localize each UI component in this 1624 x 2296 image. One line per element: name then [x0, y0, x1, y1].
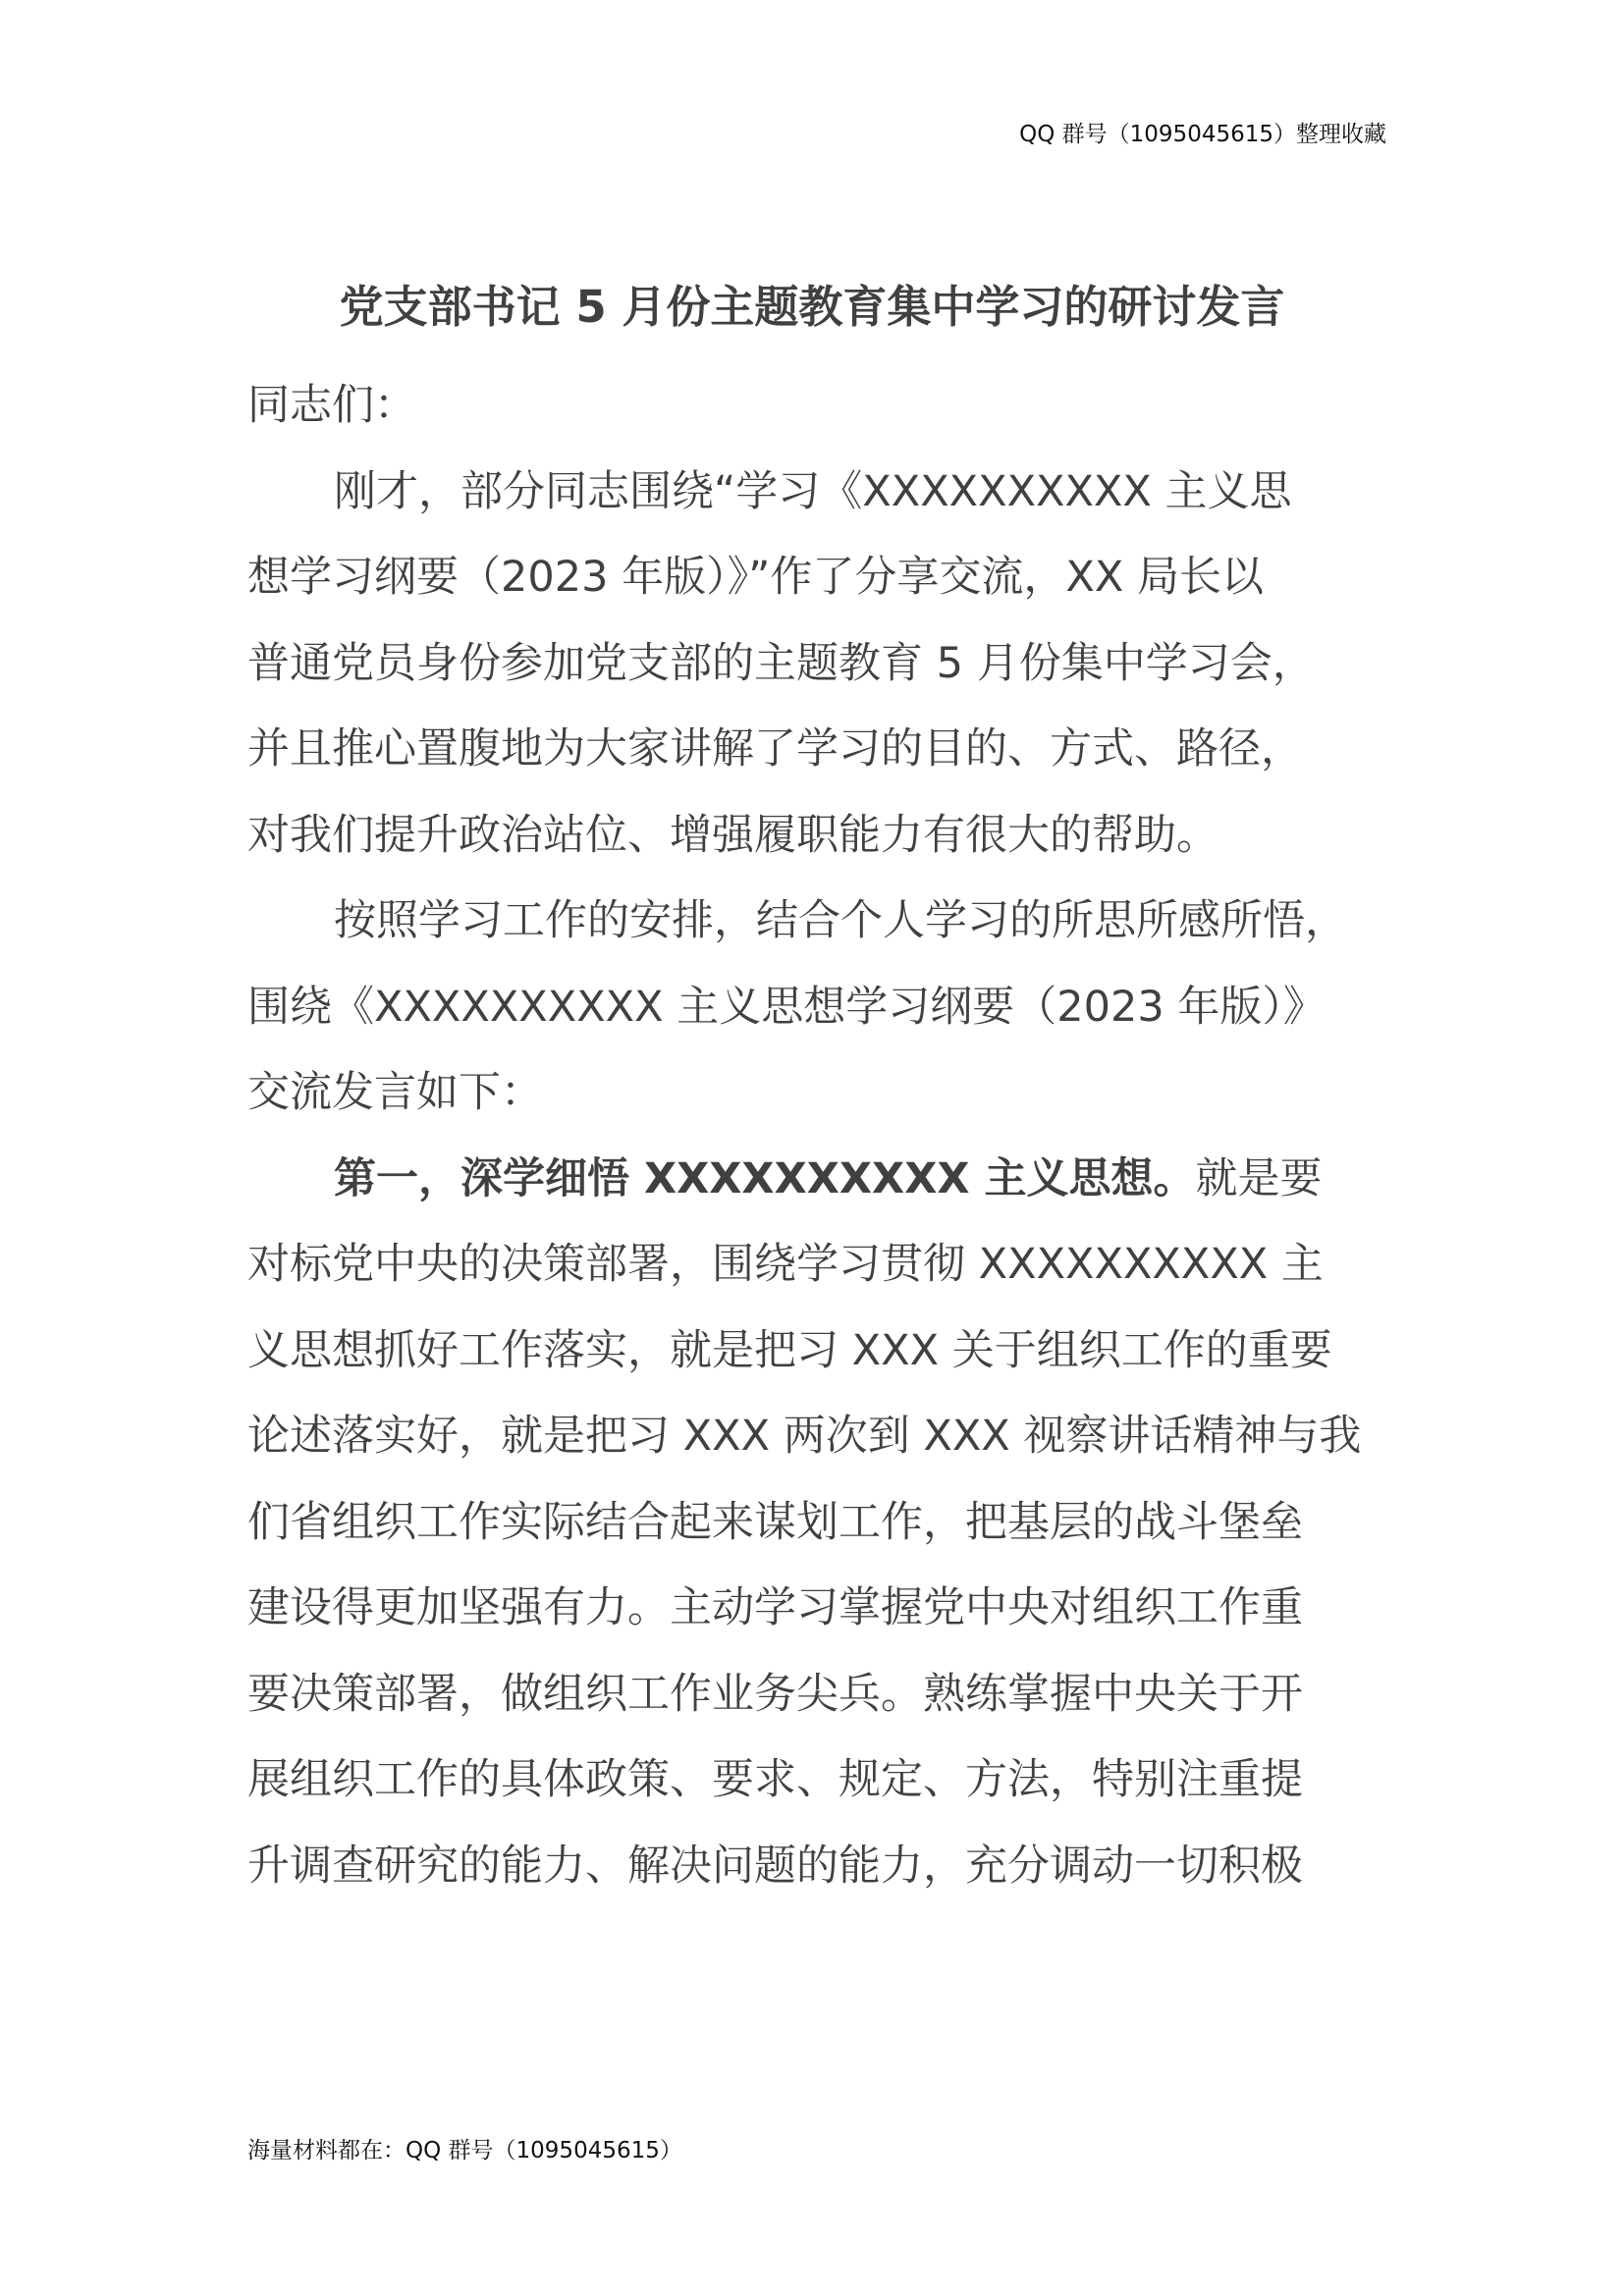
paragraph-line: 要决策部署，做组织工作业务尖兵。熟练掌握中央关于开: [247, 1669, 1303, 1719]
paragraph-line: 建设得更加坚强有力。主动学习掌握党中央对组织工作重: [247, 1583, 1303, 1632]
header-suffix: ）整理收藏: [1273, 122, 1386, 147]
paragraph-line: 并且推心置腹地为大家讲解了学习的目的、方式、路径，: [247, 724, 1303, 774]
paragraph-line: 交流发言如下：: [247, 1068, 543, 1117]
page-footer-watermark: [247, 2132, 682, 2164]
footer-label: 海量材料都在：: [247, 2138, 406, 2163]
section-1-first-line: [247, 1137, 1386, 1223]
header-qq-label: QQ: [1019, 122, 1056, 147]
section-1-text: 就是要: [1195, 1153, 1323, 1203]
footer-group-number: 1095045615: [515, 2138, 660, 2163]
document-title: 党支部书记 5 月份主题教育集中学习的研讨发言: [339, 281, 1285, 333]
paragraph-line: 想学习纲要（2023 年版）》”作了分享交流，XX 局长以: [247, 553, 1264, 602]
header-group-label: 群号（: [1061, 122, 1130, 147]
paragraph-line: 对标党中央的决策部署，围绕学习贯彻 XXXXXXXXXX 主: [247, 1240, 1324, 1289]
greeting: 同志们：: [247, 381, 416, 430]
paragraph-line: 展组织工作的具体政策、要求、规定、方法，特别注重提: [247, 1755, 1303, 1804]
paragraph-line: 们省组织工作实际结合起来谋划工作，把基层的战斗堡垒: [247, 1497, 1303, 1547]
section-1-heading: 第一，深学细悟 XXXXXXXXXX 主义思想。: [334, 1153, 1196, 1203]
paragraph-line: 升调查研究的能力、解决问题的能力，充分调动一切积极: [247, 1841, 1303, 1891]
paragraph-line: 按照学习工作的安排，结合个人学习的所思所感所悟，: [334, 896, 1347, 945]
paragraph-line: 论述落实好，就是把习 XXX 两次到 XXX 视察讲话精神与我: [247, 1412, 1362, 1461]
footer-suffix: ）: [659, 2138, 682, 2163]
paragraph-line: 刚才，部分同志围绕“学习《XXXXXXXXXX 主义思: [334, 466, 1292, 516]
paragraph-line: 义思想抓好工作落实，就是把习 XXX 关于组织工作的重要: [247, 1325, 1332, 1375]
paragraph-line: 对我们提升政治站位、增强履职能力有很大的帮助。: [247, 810, 1218, 860]
paragraph-line: 围绕《XXXXXXXXXX 主义思想学习纲要（2023 年版）》: [247, 982, 1326, 1032]
page-header-watermark: [1019, 116, 1386, 148]
footer-qq-label: QQ: [406, 2138, 442, 2163]
header-group-number: 1095045615: [1129, 122, 1273, 147]
paragraph-line: 普通党员身份参加党支部的主题教育 5 月份集中学习会，: [247, 638, 1315, 688]
footer-group-label: 群号（: [448, 2138, 516, 2163]
document-body: [247, 363, 1386, 1909]
